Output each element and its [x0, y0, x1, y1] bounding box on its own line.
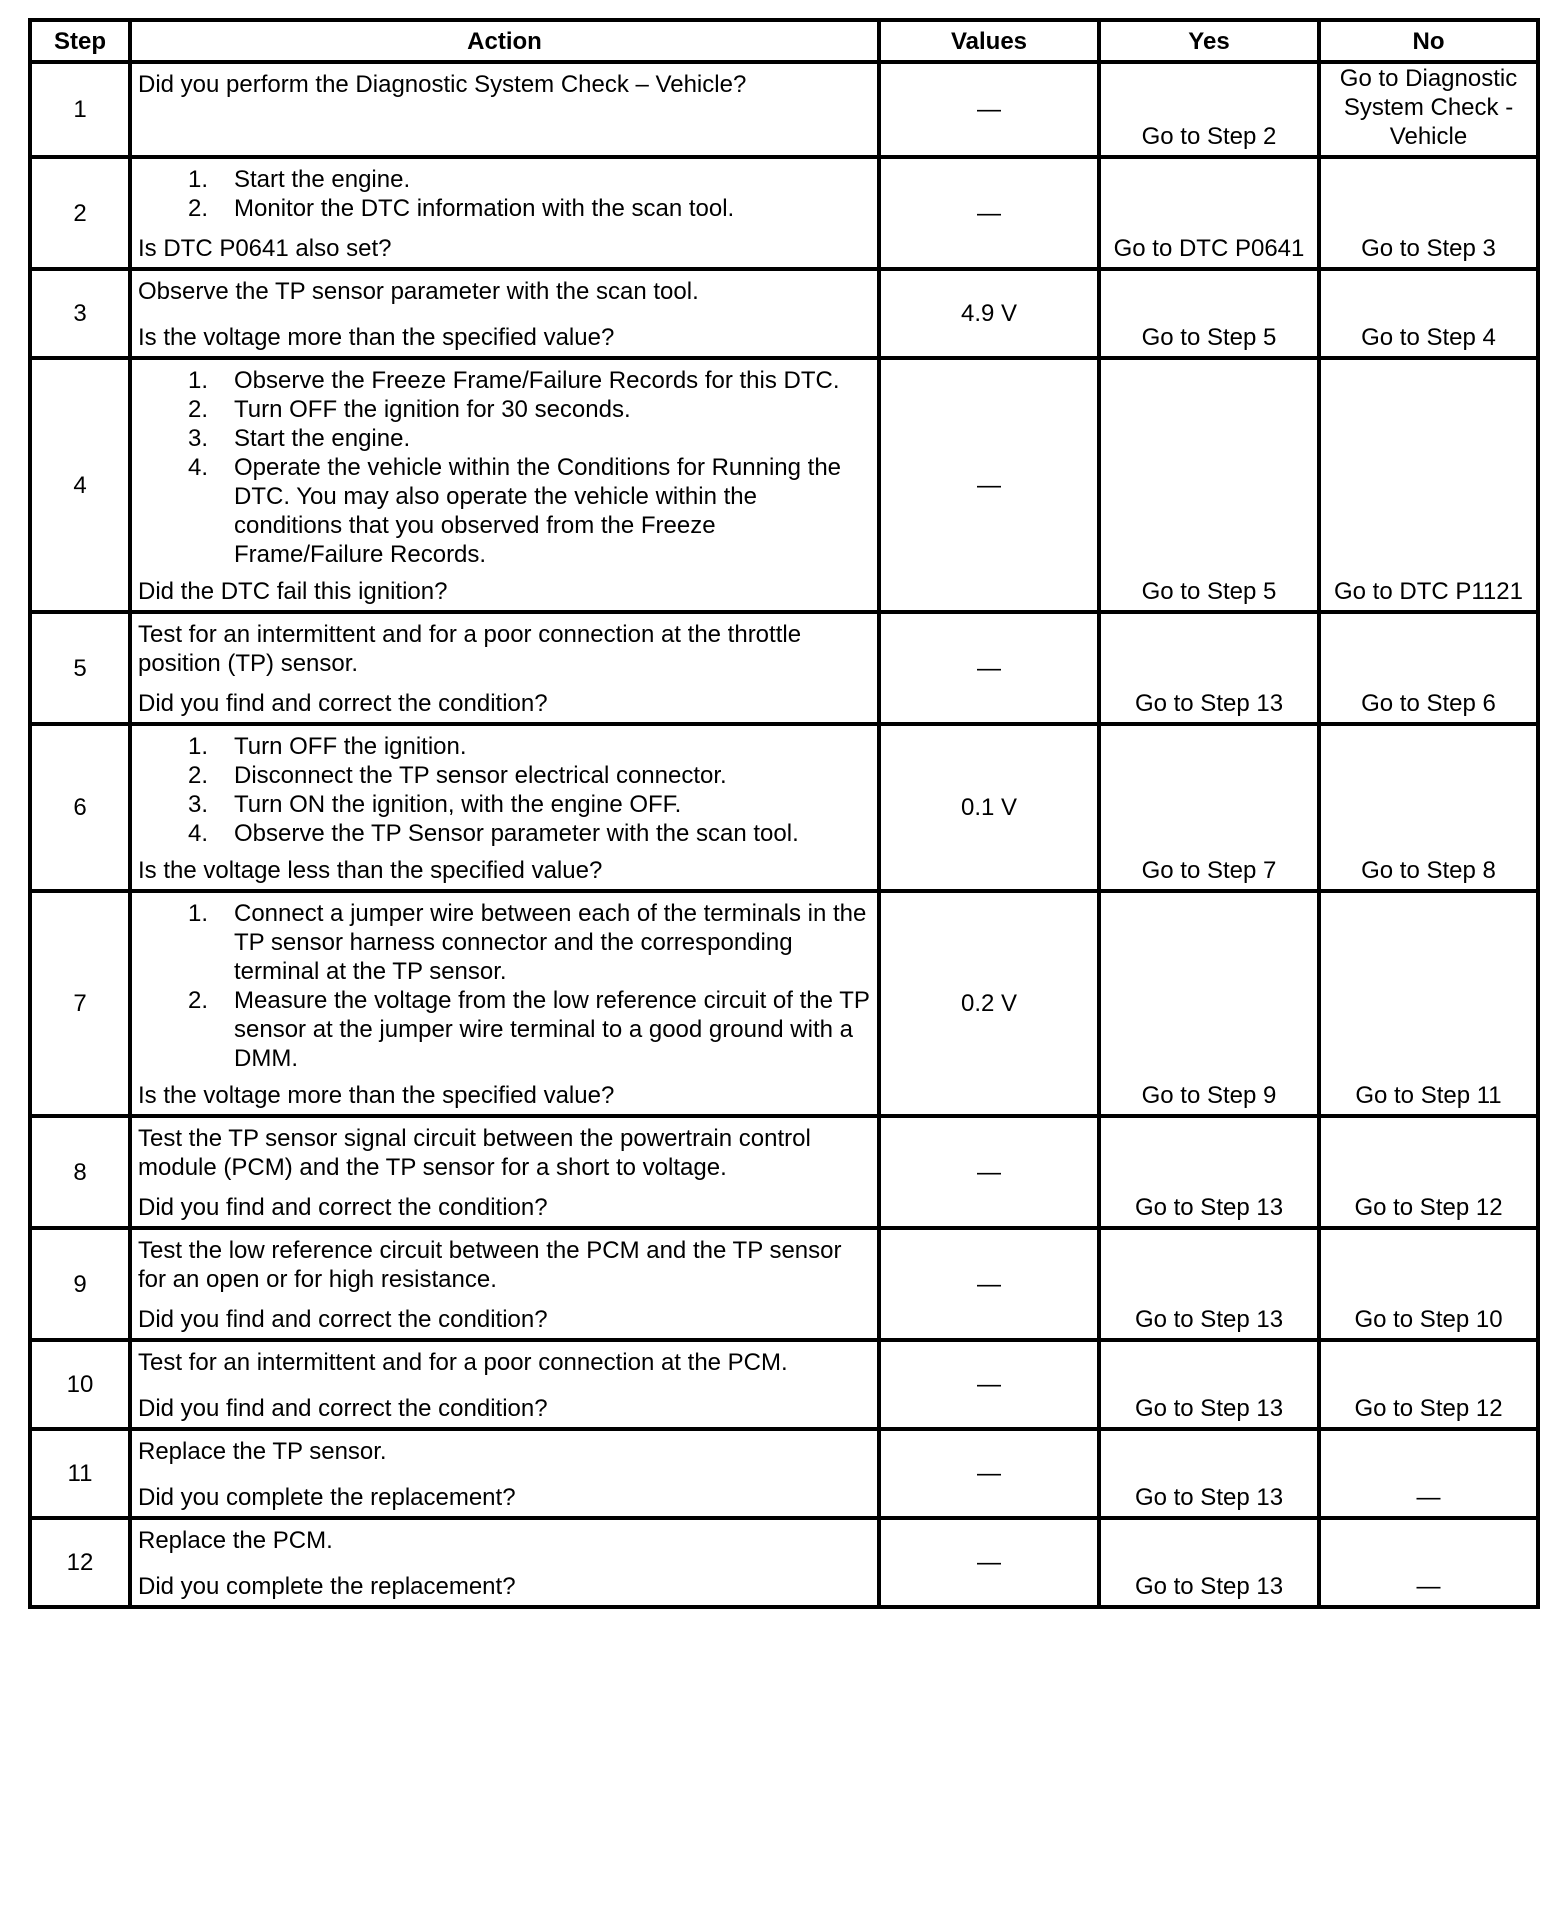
table-row	[30, 1429, 1538, 1518]
table-row	[30, 1340, 1538, 1429]
action-step-text: Observe the Freeze Frame/Failure Records for this DTC.	[234, 367, 840, 394]
action-step-number: 1.	[188, 733, 209, 760]
action-cell	[130, 157, 879, 269]
action-step-number: 1.	[188, 900, 209, 927]
action-question: Is the voltage more than the specified value?	[138, 324, 615, 351]
table-row	[30, 612, 1538, 724]
no-result: Go to DTC P1121	[1319, 358, 1538, 612]
value-cell: —	[879, 612, 1099, 724]
action-step-item	[138, 761, 871, 790]
action-question: Did the DTC fail this ignition?	[138, 578, 448, 605]
yes-result: Go to Step 13	[1099, 1228, 1319, 1340]
header-step: Step	[30, 20, 130, 62]
no-result: —	[1319, 1429, 1538, 1518]
action-text: Replace the PCM.	[138, 1527, 333, 1554]
value-cell: 0.1 V	[879, 724, 1099, 891]
step-number: 12	[30, 1518, 130, 1607]
yes-result: Go to Step 13	[1099, 1518, 1319, 1607]
table-row	[30, 1518, 1538, 1607]
action-step-number: 3.	[188, 791, 209, 818]
value-cell: —	[879, 62, 1099, 157]
action-step-item	[138, 819, 871, 848]
action-step-item	[138, 453, 871, 569]
action-step-text: Observe the TP Sensor parameter with the scan tool.	[234, 820, 799, 847]
action-cell	[130, 891, 879, 1116]
action-cell	[130, 612, 879, 724]
no-result: Go to Diagnostic System Check - Vehicle	[1319, 62, 1538, 157]
diagnostic-table	[28, 18, 1540, 1609]
action-step-number: 2.	[188, 195, 209, 222]
action-question: Is DTC P0641 also set?	[138, 235, 392, 262]
action-cell	[130, 724, 879, 891]
header-action: Action	[130, 20, 879, 62]
action-step-text: Start the engine.	[234, 425, 411, 452]
action-text: Test the TP sensor signal circuit between the powertrain control module (PCM) and the TP sensor for a short to voltage.	[138, 1125, 811, 1181]
action-cell	[130, 1116, 879, 1228]
table-row	[30, 891, 1538, 1116]
action-question: Did you find and correct the condition?	[138, 1395, 548, 1422]
table-row	[30, 62, 1538, 157]
action-text: Did you perform the Diagnostic System Check – Vehicle?	[138, 71, 747, 98]
table-row	[30, 157, 1538, 269]
action-steps-list	[138, 366, 871, 569]
action-text: Test the low reference circuit between the PCM and the TP sensor for an open or for high resistance.	[138, 1237, 842, 1293]
action-step-number: 2.	[188, 987, 209, 1014]
no-result: Go to Step 12	[1319, 1340, 1538, 1429]
action-step-text: Turn OFF the ignition for 30 seconds.	[234, 396, 631, 423]
value-cell: —	[879, 358, 1099, 612]
action-step-item	[138, 165, 871, 194]
yes-result: Go to Step 13	[1099, 1116, 1319, 1228]
action-question: Did you find and correct the condition?	[138, 1306, 548, 1333]
no-result: Go to Step 3	[1319, 157, 1538, 269]
yes-result: Go to Step 13	[1099, 612, 1319, 724]
yes-result: Go to Step 7	[1099, 724, 1319, 891]
action-step-text: Start the engine.	[234, 166, 411, 193]
header-yes: Yes	[1099, 20, 1319, 62]
yes-result: Go to Step 9	[1099, 891, 1319, 1116]
header-row	[30, 20, 1538, 62]
value-cell: —	[879, 1518, 1099, 1607]
action-text: Replace the TP sensor.	[138, 1438, 387, 1465]
action-step-text: Turn ON the ignition, with the engine OFF.	[234, 791, 682, 818]
action-cell	[130, 62, 879, 157]
action-step-item	[138, 732, 871, 761]
header-values: Values	[879, 20, 1099, 62]
step-number: 2	[30, 157, 130, 269]
action-step-item	[138, 395, 871, 424]
table-body	[30, 62, 1538, 1607]
step-number: 10	[30, 1340, 130, 1429]
yes-result: Go to Step 13	[1099, 1429, 1319, 1518]
step-number: 8	[30, 1116, 130, 1228]
value-cell: —	[879, 1429, 1099, 1518]
value-cell: —	[879, 1116, 1099, 1228]
no-result: Go to Step 10	[1319, 1228, 1538, 1340]
table-row	[30, 1116, 1538, 1228]
action-question: Is the voltage less than the specified value?	[138, 857, 603, 884]
action-step-number: 4.	[188, 454, 209, 481]
no-result: Go to Step 4	[1319, 269, 1538, 358]
action-step-item	[138, 790, 871, 819]
step-number: 5	[30, 612, 130, 724]
action-step-text: Monitor the DTC information with the scan tool.	[234, 195, 735, 222]
action-step-item	[138, 194, 871, 223]
action-step-item	[138, 366, 871, 395]
action-step-text: Disconnect the TP sensor electrical connector.	[234, 762, 727, 789]
value-cell: 0.2 V	[879, 891, 1099, 1116]
step-number: 3	[30, 269, 130, 358]
header-no: No	[1319, 20, 1538, 62]
action-steps-list	[138, 899, 871, 1073]
action-question: Did you complete the replacement?	[138, 1484, 516, 1511]
table-row	[30, 1228, 1538, 1340]
action-cell	[130, 1340, 879, 1429]
step-number: 11	[30, 1429, 130, 1518]
action-text: Test for an intermittent and for a poor connection at the PCM.	[138, 1349, 788, 1376]
value-cell: —	[879, 1340, 1099, 1429]
action-cell	[130, 358, 879, 612]
action-step-number: 2.	[188, 396, 209, 423]
step-number: 6	[30, 724, 130, 891]
action-steps-list	[138, 165, 871, 223]
action-step-item	[138, 986, 871, 1073]
action-step-text: Operate the vehicle within the Conditions for Running the DTC. You may also operate the vehicle within the conditions that you observed from the Freeze Frame/Failure Records.	[234, 454, 842, 568]
yes-result: Go to Step 5	[1099, 358, 1319, 612]
no-result: Go to Step 12	[1319, 1116, 1538, 1228]
table-row	[30, 724, 1538, 891]
action-question: Did you find and correct the condition?	[138, 690, 548, 717]
table-header	[30, 20, 1538, 62]
value-cell: 4.9 V	[879, 269, 1099, 358]
action-cell	[130, 269, 879, 358]
action-cell	[130, 1518, 879, 1607]
action-step-text: Turn OFF the ignition.	[234, 733, 467, 760]
no-result: Go to Step 8	[1319, 724, 1538, 891]
action-step-number: 3.	[188, 425, 209, 452]
action-question: Is the voltage more than the specified value?	[138, 1082, 615, 1109]
action-step-item	[138, 899, 871, 986]
no-result: Go to Step 6	[1319, 612, 1538, 724]
yes-result: Go to Step 2	[1099, 62, 1319, 157]
action-step-number: 1.	[188, 166, 209, 193]
table-row	[30, 358, 1538, 612]
step-number: 1	[30, 62, 130, 157]
yes-result: Go to Step 13	[1099, 1340, 1319, 1429]
value-cell: —	[879, 1228, 1099, 1340]
no-result: Go to Step 11	[1319, 891, 1538, 1116]
no-result: —	[1319, 1518, 1538, 1607]
step-number: 4	[30, 358, 130, 612]
action-text: Observe the TP sensor parameter with the scan tool.	[138, 278, 699, 305]
value-cell: —	[879, 157, 1099, 269]
step-number: 9	[30, 1228, 130, 1340]
step-number: 7	[30, 891, 130, 1116]
yes-result: Go to DTC P0641	[1099, 157, 1319, 269]
action-question: Did you complete the replacement?	[138, 1573, 516, 1600]
action-step-number: 2.	[188, 762, 209, 789]
action-step-text: Connect a jumper wire between each of the terminals in the TP sensor harness connector and the corresponding terminal at the TP sensor.	[234, 900, 867, 985]
action-cell	[130, 1429, 879, 1518]
action-step-number: 4.	[188, 820, 209, 847]
action-step-item	[138, 424, 871, 453]
action-question: Did you find and correct the condition?	[138, 1194, 548, 1221]
yes-result: Go to Step 5	[1099, 269, 1319, 358]
action-cell	[130, 1228, 879, 1340]
table-row	[30, 269, 1538, 358]
action-text: Test for an intermittent and for a poor connection at the throttle position (TP) sensor.	[138, 621, 802, 677]
action-steps-list	[138, 732, 871, 848]
action-step-number: 1.	[188, 367, 209, 394]
action-step-text: Measure the voltage from the low reference circuit of the TP sensor at the jumper wire terminal to a good ground with a DMM.	[234, 987, 870, 1072]
